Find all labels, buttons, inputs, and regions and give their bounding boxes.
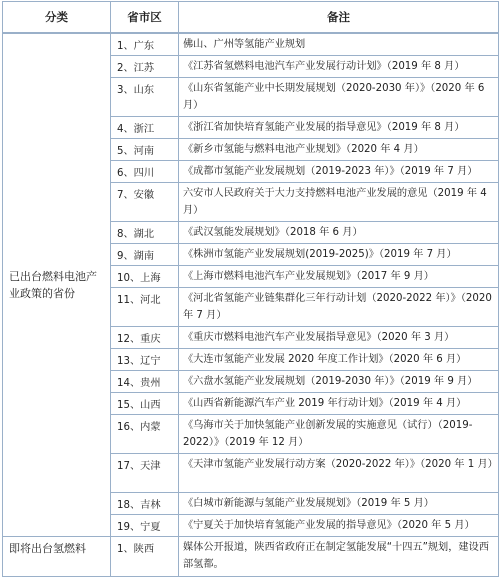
- note-cell: 《乌海市关于加快氢能产业创新发展的实施意见（试行）（2019-2022）》（2019 年 12 月）: [179, 415, 499, 454]
- province-cell: 13、辽宁: [111, 349, 179, 371]
- note-cell: 《天津市氢能产业发展行动方案（2020-2022 年）》（2020 年 1 月）: [179, 454, 499, 493]
- note-cell: 《株洲市氢能产业发展规划(2019-2025)》（2019 年 7 月）: [179, 244, 499, 266]
- province-cell: 18、吉林: [111, 493, 179, 515]
- category-cell: 已出台燃料电池产业政策的省份: [3, 33, 111, 537]
- province-cell: 5、河南: [111, 139, 179, 161]
- note-cell: 《上海市燃料电池汽车产业发展规划》（2017 年 9 月）: [179, 266, 499, 288]
- note-cell: 《新乡市氢能与燃料电池产业规划》（2020 年 4 月）: [179, 139, 499, 161]
- province-cell: 4、浙江: [111, 117, 179, 139]
- province-cell: 11、河北: [111, 288, 179, 327]
- category-cell: 即将出台氢燃料: [3, 537, 111, 577]
- policy-table: [2, 1, 499, 577]
- header-province: 省市区: [111, 2, 179, 34]
- note-cell: 《六盘水氢能产业发展规划（2019-2030 年）》（2019 年 9 月）: [179, 371, 499, 393]
- province-cell: 1、陕西: [111, 537, 179, 577]
- province-cell: 19、宁夏: [111, 515, 179, 537]
- table-row: [3, 33, 499, 56]
- province-cell: 15、山西: [111, 393, 179, 415]
- province-cell: 3、山东: [111, 78, 179, 117]
- province-cell: 14、贵州: [111, 371, 179, 393]
- province-cell: 17、天津: [111, 454, 179, 493]
- province-cell: 1、广东: [111, 33, 179, 56]
- note-cell: 《宁夏关于加快培育氢能产业发展的指导意见》（2020 年 5 月）: [179, 515, 499, 537]
- note-cell: 《山西省新能源汽车产业 2019 年行动计划》（2019 年 4 月）: [179, 393, 499, 415]
- note-cell: 六安市人民政府关于大力支持燃料电池产业发展的意见（2019 年 4 月）: [179, 183, 499, 222]
- province-cell: 10、上海: [111, 266, 179, 288]
- note-cell: 《大连市氢能产业发展 2020 年度工作计划》（2020 年 6 月）: [179, 349, 499, 371]
- province-cell: 16、内蒙: [111, 415, 179, 454]
- header-row: [3, 2, 499, 34]
- note-cell: 《重庆市燃料电池汽车产业发展指导意见》（2020 年 3 月）: [179, 327, 499, 349]
- note-cell: 《山东省氢能产业中长期发展规划（2020-2030 年）》（2020 年 6 月）: [179, 78, 499, 117]
- province-cell: 7、安徽: [111, 183, 179, 222]
- note-cell: 媒体公开报道，陕西省政府正在制定氢能发展“十四五”规划，建设西部氢都。: [179, 537, 499, 577]
- note-cell: 《武汉氢能发展规划》（2018 年 6 月）: [179, 222, 499, 244]
- header-category: 分类: [3, 2, 111, 34]
- table-row: [3, 537, 499, 577]
- province-cell: 6、四川: [111, 161, 179, 183]
- note-cell: 《江苏省氢燃料电池汽车产业发展行动计划》（2019 年 8 月）: [179, 56, 499, 78]
- province-cell: 9、湖南: [111, 244, 179, 266]
- note-cell: 《河北省氢能产业链集群化三年行动计划（2020-2022 年）》（2020 年 7 月）: [179, 288, 499, 327]
- header-note: 备注: [179, 2, 499, 34]
- note-cell: 佛山、广州等氢能产业规划: [179, 33, 499, 56]
- province-cell: 8、湖北: [111, 222, 179, 244]
- table-body: [3, 33, 499, 577]
- province-cell: 12、重庆: [111, 327, 179, 349]
- province-cell: 2、江苏: [111, 56, 179, 78]
- note-cell: 《白城市新能源与氢能产业发展规划》（2019 年 5 月）: [179, 493, 499, 515]
- note-cell: 《浙江省加快培育氢能产业发展的指导意见》（2019 年 8 月）: [179, 117, 499, 139]
- note-cell: 《成都市氢能产业发展规划（2019-2023 年）》（2019 年 7 月）: [179, 161, 499, 183]
